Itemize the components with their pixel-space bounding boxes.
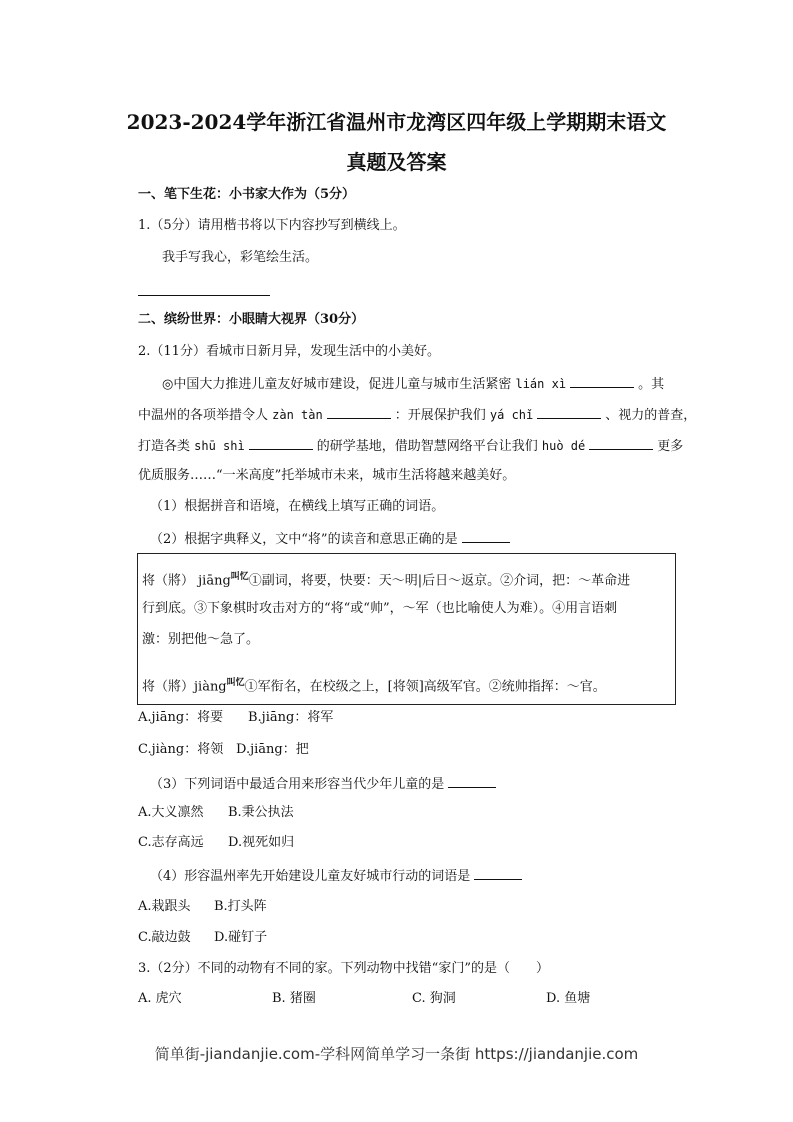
passage-line3 xyxy=(138,437,683,455)
question-3: 3.（2分）不同的动物有不同的家。下列动物中找错“家门”的是（ ） xyxy=(138,961,549,976)
options-row xyxy=(138,991,590,1007)
fill-blank[interactable] xyxy=(249,437,313,450)
text: （2）根据字典释义，文中“将”的读音和意思正确的是 xyxy=(150,532,458,547)
dict-entry-line2: 行到底。③下象棋时攻击对方的“将“或“帅”，～军（也比喻使人为难）。④用言语刺 xyxy=(142,601,618,616)
options-row xyxy=(138,899,267,915)
pinyin: shū shì xyxy=(194,439,245,453)
passage-line2 xyxy=(138,406,696,424)
text: 。其 xyxy=(638,377,665,392)
subquestion-2 xyxy=(150,530,514,548)
section2-heading: 二、缤纷世界：小眼睛大视界（30分） xyxy=(138,312,365,327)
text: ：开展保护我们 xyxy=(394,408,486,423)
options-row xyxy=(138,742,309,758)
text: （3）下列词语中最适合用来形容当代少年儿童的是 xyxy=(150,777,445,792)
options-row xyxy=(138,930,267,946)
answer-blank[interactable] xyxy=(474,867,522,880)
pinyin: lián xì xyxy=(515,377,567,391)
answer-blank[interactable] xyxy=(462,530,510,543)
pinyin: huò dé xyxy=(541,439,586,453)
fill-blank[interactable] xyxy=(537,406,601,419)
text: 的研学基地，借助智慧网络平台让我们 xyxy=(316,439,538,454)
text: 打造各类 xyxy=(138,439,191,454)
passage-line1 xyxy=(162,375,664,393)
option-b[interactable]: B.打头阵 xyxy=(214,899,267,914)
question-1: 1.（5分）请用楷书将以下内容抄写到横线上。 xyxy=(138,218,406,233)
option-d[interactable]: D.碰钉子 xyxy=(214,930,268,945)
doc-title-line1: 2023-2024学年浙江省温州市龙湾区四年级上学期期末语文 xyxy=(126,110,667,134)
answer-blank[interactable] xyxy=(448,775,496,788)
fill-blank[interactable] xyxy=(570,375,634,388)
subquestion-3 xyxy=(150,775,500,793)
dict-entry-line3: 激：别把他～急了。 xyxy=(142,632,260,647)
options-row xyxy=(138,835,294,851)
option-c[interactable]: C.jiàng：将领 xyxy=(138,742,224,757)
subquestion-1: （1）根据拼音和语境，在横线上填写正确的词语。 xyxy=(150,499,445,514)
text: ◎中国大力推进儿童友好城市建设，促进儿童与城市生活紧密 xyxy=(162,377,512,392)
option-b[interactable]: B.秉公执法 xyxy=(228,805,294,820)
dict-entry-jiang4 xyxy=(142,675,606,695)
text: 中温州的各项举措令人 xyxy=(138,408,269,423)
text: ①副词，将要，快要：天～明|后日～返京。②介词，把：～革命进 xyxy=(248,573,631,589)
text: 将（將） jiāng xyxy=(142,573,231,589)
stroke-icon: 叫忆 xyxy=(226,678,245,688)
options-row xyxy=(138,805,294,821)
subquestion-4 xyxy=(150,867,526,885)
option-a[interactable]: A. 虎穴 xyxy=(138,991,182,1006)
text: 更多 xyxy=(657,439,684,454)
pinyin: yá chǐ xyxy=(489,408,534,422)
option-b[interactable]: B.jiāng：将军 xyxy=(248,710,334,725)
option-c[interactable]: C.敲边鼓 xyxy=(138,930,191,945)
text: 、视力的普查， xyxy=(605,408,697,423)
option-c[interactable]: C. 狗洞 xyxy=(412,991,456,1006)
option-a[interactable]: A.栽跟头 xyxy=(138,899,191,914)
doc-title-line2: 真题及答案 xyxy=(346,150,447,174)
dict-entry-jiang1-line1 xyxy=(142,569,630,589)
fill-blank[interactable] xyxy=(327,406,391,419)
option-c[interactable]: C.志存高远 xyxy=(138,835,204,850)
answer-line xyxy=(138,295,270,296)
text: （4）形容温州率先开始建设儿童友好城市行动的词语是 xyxy=(150,869,471,884)
option-d[interactable]: D.视死如归 xyxy=(228,835,295,850)
option-b[interactable]: B. 猪圈 xyxy=(272,991,316,1006)
passage-line4: 优质服务……“一米高度”托举城市未来，城市生活将越来越美好。 xyxy=(138,468,516,483)
options-row xyxy=(138,710,333,726)
section1-heading: 一、笔下生花：小书家大作为（5分） xyxy=(138,187,356,202)
text: 将（將）jiàng xyxy=(142,679,227,695)
question-2: 2.（11分）看城市日新月异，发现生活中的小美好。 xyxy=(138,344,440,359)
option-a[interactable]: A.jiāng：将要 xyxy=(138,710,224,725)
footer-watermark: 简单街-jiandanjie.com-学科网简单学习一条街 https://jiandanjie.com xyxy=(154,1045,639,1063)
stroke-icon: 叫忆 xyxy=(230,572,249,582)
copy-text: 我手写我心，彩笔绘生活。 xyxy=(162,250,319,265)
fill-blank[interactable] xyxy=(589,437,653,450)
option-d[interactable]: D.jiāng：把 xyxy=(236,742,309,757)
text: ①军衔名，在校级之上，[将领]高级军官。②统帅指挥：～官。 xyxy=(244,679,606,695)
option-a[interactable]: A.大义凛然 xyxy=(138,805,204,820)
pinyin: zàn tàn xyxy=(272,408,323,422)
option-d[interactable]: D. 鱼塘 xyxy=(546,991,591,1006)
